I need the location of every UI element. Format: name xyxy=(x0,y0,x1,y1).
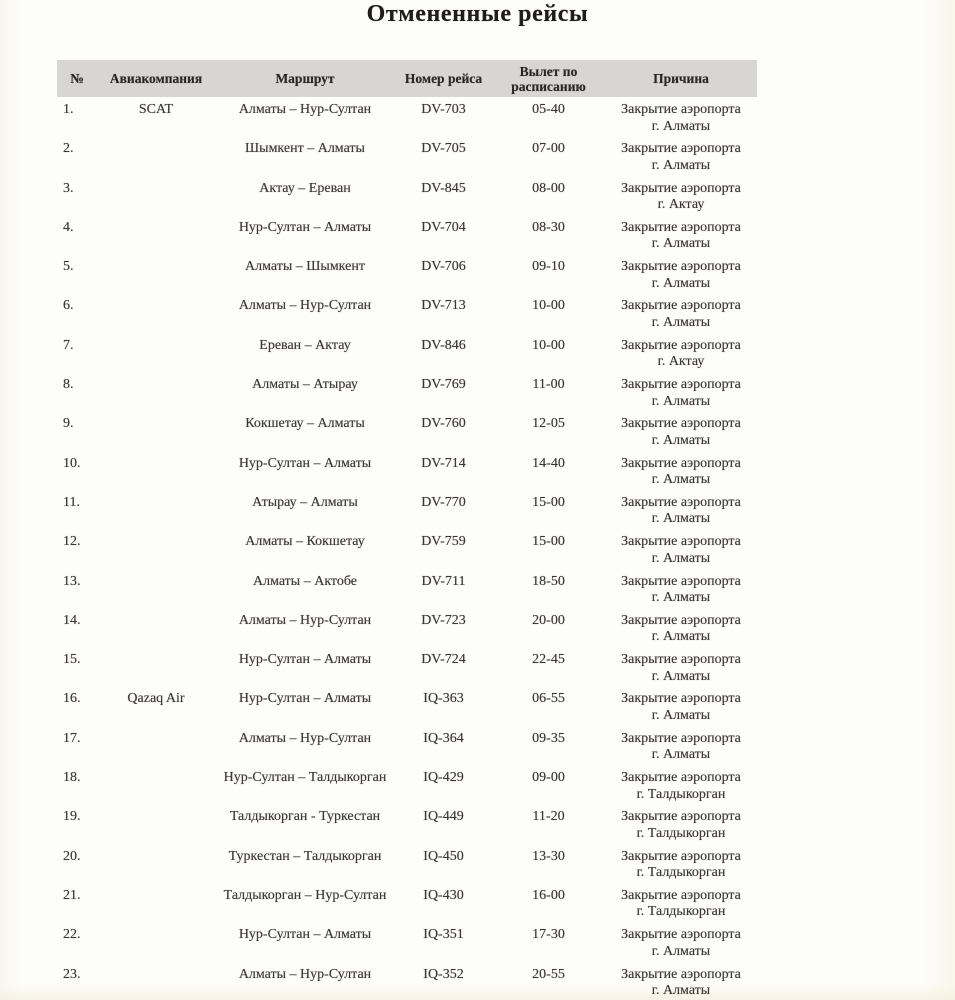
departure-time-cell: 15-00 xyxy=(532,494,565,510)
route-cell: Туркестан – Талдыкорган xyxy=(228,848,382,864)
reason-cell xyxy=(605,574,757,608)
reason-text: Закрытие аэропорта xyxy=(621,337,741,353)
table-row xyxy=(57,608,757,647)
reason-city: г. Актау xyxy=(657,354,705,370)
airline-cell xyxy=(97,377,215,411)
route-cell: Талдыкорган – Нур-Султан xyxy=(223,887,387,903)
reason-city: г. Талдыкорган xyxy=(636,904,726,920)
reason-cell xyxy=(605,259,757,293)
reason-text: Закрытие аэропорта xyxy=(621,102,741,117)
row-number-cell: 6. xyxy=(63,298,74,314)
reason-city: г. Алматы xyxy=(651,314,711,330)
departure-time-cell: 18-50 xyxy=(532,573,565,589)
flight-number-cell: IQ-430 xyxy=(423,887,464,903)
route-cell: Нур-Султан – Алматы xyxy=(238,652,372,668)
airline-cell xyxy=(97,770,215,804)
reason-cell xyxy=(605,613,757,647)
departure-time-cell: 08-00 xyxy=(532,180,565,196)
flight-number-cell: DV-760 xyxy=(421,416,466,432)
departure-time-cell: 20-00 xyxy=(532,612,565,628)
table-row xyxy=(57,962,757,1000)
reason-text: Закрытие аэропорта xyxy=(621,809,741,825)
row-number-cell: 21. xyxy=(63,887,81,903)
reason-text: Закрытие аэропорта xyxy=(621,455,741,471)
table-row xyxy=(57,176,757,215)
reason-cell xyxy=(605,849,757,883)
reason-text: Закрытие аэропорта xyxy=(621,534,741,550)
flight-number-cell: IQ-449 xyxy=(423,809,464,825)
reason-city: г. Алматы xyxy=(651,983,711,999)
reason-text: Закрытие аэропорта xyxy=(621,377,741,393)
reason-text: Закрытие аэропорта xyxy=(621,848,741,864)
route-cell: Ереван – Актау xyxy=(259,337,351,353)
airline-cell xyxy=(97,141,215,175)
table-row xyxy=(57,97,757,136)
airline-cell xyxy=(97,652,215,686)
reason-city: г. Алматы xyxy=(651,590,711,606)
table-row xyxy=(57,922,757,961)
departure-time-cell: 10-00 xyxy=(532,298,565,314)
reason-cell xyxy=(605,416,757,450)
reason-cell xyxy=(605,298,757,332)
table-row xyxy=(57,372,757,411)
table-row xyxy=(57,883,757,922)
reason-cell xyxy=(605,534,757,568)
flight-number-cell: IQ-363 xyxy=(423,691,464,707)
reason-text: Закрытие аэропорта xyxy=(621,141,741,157)
reason-text: Закрытие аэропорта xyxy=(621,966,741,982)
reason-city: г. Алматы xyxy=(651,629,711,645)
route-cell: Алматы – Нур-Султан xyxy=(238,966,372,982)
reason-city: г. Актау xyxy=(657,197,705,213)
reason-city: г. Алматы xyxy=(651,943,711,959)
row-number-cell: 7. xyxy=(63,337,74,353)
flight-number-cell: DV-706 xyxy=(421,259,466,275)
row-number-cell: 12. xyxy=(63,534,81,550)
reason-text: Закрытие аэропорта xyxy=(621,416,741,432)
departure-time-cell: 09-00 xyxy=(532,770,565,786)
reason-cell xyxy=(605,809,757,843)
route-cell: Алматы – Нур-Султан xyxy=(238,612,372,628)
flight-number-cell: IQ-450 xyxy=(423,848,464,864)
departure-time-cell: 05-40 xyxy=(532,102,565,117)
reason-cell xyxy=(605,338,757,372)
airline-cell xyxy=(97,298,215,332)
airline-cell xyxy=(97,181,215,215)
table-row xyxy=(57,844,757,883)
airline-cell xyxy=(97,849,215,883)
table-row xyxy=(57,686,757,725)
flight-number-cell: DV-713 xyxy=(421,298,466,314)
table-row xyxy=(57,451,757,490)
departure-time-cell: 22-45 xyxy=(532,652,565,668)
table-row xyxy=(57,333,757,372)
departure-time-cell: 17-30 xyxy=(532,927,565,943)
reason-city: г. Алматы xyxy=(651,472,711,488)
airline-cell xyxy=(97,338,215,372)
reason-city: г. Алматы xyxy=(651,157,711,173)
table-row xyxy=(57,254,757,293)
reason-text: Закрытие аэропорта xyxy=(621,887,741,903)
route-cell: Нур-Султан – Алматы xyxy=(238,455,372,471)
row-number-cell: 13. xyxy=(63,573,81,589)
row-number-cell: 18. xyxy=(63,770,81,786)
reason-cell xyxy=(605,495,757,529)
row-number-cell: 22. xyxy=(63,927,81,943)
table-row xyxy=(57,765,757,804)
reason-city: г. Талдыкорган xyxy=(636,865,726,881)
row-number-cell: 17. xyxy=(63,730,81,746)
reason-cell xyxy=(605,102,757,136)
header-cell-airline: Авиакомпания xyxy=(109,71,203,86)
table-row xyxy=(57,490,757,529)
reason-cell xyxy=(605,220,757,254)
departure-time-cell: 09-35 xyxy=(532,730,565,746)
departure-time-cell: 08-30 xyxy=(532,219,565,235)
reason-city: г. Алматы xyxy=(651,550,711,566)
row-number-cell: 14. xyxy=(63,612,81,628)
route-cell: Нур-Султан – Алматы xyxy=(238,927,372,943)
row-number-cell: 3. xyxy=(63,180,74,196)
header-cell-route: Маршрут xyxy=(275,71,335,86)
table-row xyxy=(57,726,757,765)
reason-city: г. Алматы xyxy=(651,668,711,684)
header-cell-departure: Вылет по расписанию xyxy=(511,63,586,94)
airline-cell xyxy=(97,731,215,765)
table-row xyxy=(57,647,757,686)
route-cell: Атырау – Алматы xyxy=(252,494,358,510)
departure-time-cell: 11-00 xyxy=(532,377,565,393)
airline-cell xyxy=(97,967,215,1000)
reason-cell xyxy=(605,181,757,215)
reason-text: Закрытие аэропорта xyxy=(621,652,741,668)
reason-text: Закрытие аэропорта xyxy=(621,730,741,746)
airline-cell xyxy=(97,259,215,293)
departure-time-cell: 07-00 xyxy=(532,141,565,157)
reason-cell xyxy=(605,652,757,686)
reason-text: Закрытие аэропорта xyxy=(621,927,741,943)
reason-text: Закрытие аэропорта xyxy=(621,219,741,235)
reason-text: Закрытие аэропорта xyxy=(621,691,741,707)
route-cell: Алматы – Атырау xyxy=(252,377,358,393)
row-number-cell: 11. xyxy=(63,494,80,510)
reason-city: г. Алматы xyxy=(651,118,711,134)
route-cell: Кокшетау – Алматы xyxy=(245,416,365,432)
airline-cell: Qazaq Air xyxy=(127,691,185,707)
row-number-cell: 5. xyxy=(63,259,74,275)
airline-cell xyxy=(97,220,215,254)
row-number-cell: 19. xyxy=(63,809,81,825)
airline-cell xyxy=(97,888,215,922)
route-cell: Алматы – Нур-Султан xyxy=(238,730,372,746)
airline-cell: SCAT xyxy=(138,102,174,117)
table-row xyxy=(57,529,757,568)
row-number-cell: 16. xyxy=(63,691,81,707)
flight-number-cell: DV-711 xyxy=(421,573,466,589)
flight-number-cell: DV-845 xyxy=(421,180,466,196)
row-number-cell: 10. xyxy=(63,455,81,471)
reason-city: г. Алматы xyxy=(651,707,711,723)
departure-time-cell: 11-20 xyxy=(532,809,565,825)
reason-cell xyxy=(605,141,757,175)
reason-cell xyxy=(605,967,757,1000)
airline-cell xyxy=(97,495,215,529)
route-cell: Нур-Султан – Талдыкорган xyxy=(223,770,387,786)
departure-time-cell: 12-05 xyxy=(532,416,565,432)
departure-time-cell: 20-55 xyxy=(532,966,565,982)
route-cell: Нур-Султан – Алматы xyxy=(238,219,372,235)
table-row xyxy=(57,569,757,608)
row-number-cell: 4. xyxy=(63,219,74,235)
reason-city: г. Талдыкорган xyxy=(636,786,726,802)
route-cell: Нур-Султан – Алматы xyxy=(238,691,372,707)
reason-text: Закрытие аэропорта xyxy=(621,494,741,510)
table-body xyxy=(57,97,757,1000)
route-cell: Алматы – Шымкент xyxy=(245,259,365,275)
departure-time-cell: 10-00 xyxy=(532,337,565,353)
departure-time-cell: 13-30 xyxy=(532,848,565,864)
flight-number-cell: IQ-429 xyxy=(423,770,464,786)
reason-city: г. Алматы xyxy=(651,747,711,763)
reason-text: Закрытие аэропорта xyxy=(621,180,741,196)
row-number-cell: 15. xyxy=(63,652,81,668)
reason-cell xyxy=(605,456,757,490)
flight-number-cell: DV-723 xyxy=(421,612,466,628)
departure-time-cell: 15-00 xyxy=(532,534,565,550)
header-cell-flight: Номер рейса xyxy=(404,71,483,86)
airline-cell xyxy=(97,613,215,647)
reason-text: Закрытие аэропорта xyxy=(621,573,741,589)
departure-time-cell: 06-55 xyxy=(532,691,565,707)
departure-time-cell: 09-10 xyxy=(532,259,565,275)
table-row xyxy=(57,215,757,254)
reason-cell xyxy=(605,888,757,922)
row-number-cell: 23. xyxy=(63,966,81,982)
row-number-cell: 20. xyxy=(63,848,81,864)
reason-text: Закрытие аэропорта xyxy=(621,770,741,786)
reason-city: г. Алматы xyxy=(651,432,711,448)
reason-cell xyxy=(605,731,757,765)
header-cell-reason: Причина xyxy=(653,71,709,86)
route-cell: Алматы – Нур-Султан xyxy=(238,298,372,314)
cancelled-flights-table xyxy=(57,60,757,1000)
route-cell: Талдыкорган - Туркестан xyxy=(229,809,381,825)
table-row xyxy=(57,293,757,332)
reason-city: г. Талдыкорган xyxy=(636,825,726,841)
row-number-cell: 2. xyxy=(63,141,74,157)
reason-text: Закрытие аэропорта xyxy=(621,259,741,275)
table-header-row xyxy=(57,60,757,97)
reason-text: Закрытие аэропорта xyxy=(621,298,741,314)
airline-cell xyxy=(97,416,215,450)
flight-number-cell: DV-704 xyxy=(421,219,466,235)
airline-cell xyxy=(97,809,215,843)
row-number-cell: 1. xyxy=(63,102,74,117)
flight-number-cell: DV-759 xyxy=(421,534,466,550)
reason-text: Закрытие аэропорта xyxy=(621,612,741,628)
reason-cell xyxy=(605,770,757,804)
reason-city: г. Алматы xyxy=(651,511,711,527)
row-number-cell: 9. xyxy=(63,416,74,432)
airline-cell xyxy=(97,927,215,961)
table-row xyxy=(57,804,757,843)
table-row xyxy=(57,411,757,450)
flight-number-cell: DV-769 xyxy=(421,377,466,393)
header-cell-number: № xyxy=(70,71,84,86)
airline-cell xyxy=(97,456,215,490)
route-cell: Актау – Ереван xyxy=(259,180,351,196)
departure-time-cell: 14-40 xyxy=(532,455,565,471)
table-row xyxy=(57,136,757,175)
reason-city: г. Алматы xyxy=(651,275,711,291)
route-cell: Алматы – Актобе xyxy=(252,573,358,589)
airline-cell xyxy=(97,534,215,568)
row-number-cell: 8. xyxy=(63,377,74,393)
flight-number-cell: DV-724 xyxy=(421,652,466,668)
flight-number-cell: DV-705 xyxy=(421,141,466,157)
flight-number-cell: DV-846 xyxy=(421,337,466,353)
reason-cell xyxy=(605,691,757,725)
route-cell: Шымкент – Алматы xyxy=(245,141,365,157)
route-cell: Алматы – Кокшетау xyxy=(245,534,365,550)
reason-city: г. Алматы xyxy=(651,236,711,252)
airline-cell xyxy=(97,574,215,608)
flight-number-cell: DV-714 xyxy=(421,455,466,471)
flight-number-cell: DV-703 xyxy=(421,102,466,117)
flight-number-cell: IQ-364 xyxy=(423,730,464,746)
page-title: Отмененные рейсы xyxy=(366,1,589,27)
flight-number-cell: IQ-352 xyxy=(423,966,464,982)
flight-number-cell: IQ-351 xyxy=(423,927,464,943)
flight-number-cell: DV-770 xyxy=(421,494,466,510)
route-cell: Алматы – Нур-Султан xyxy=(238,102,372,117)
reason-cell xyxy=(605,377,757,411)
departure-time-cell: 16-00 xyxy=(532,887,565,903)
reason-city: г. Алматы xyxy=(651,393,711,409)
reason-cell xyxy=(605,927,757,961)
